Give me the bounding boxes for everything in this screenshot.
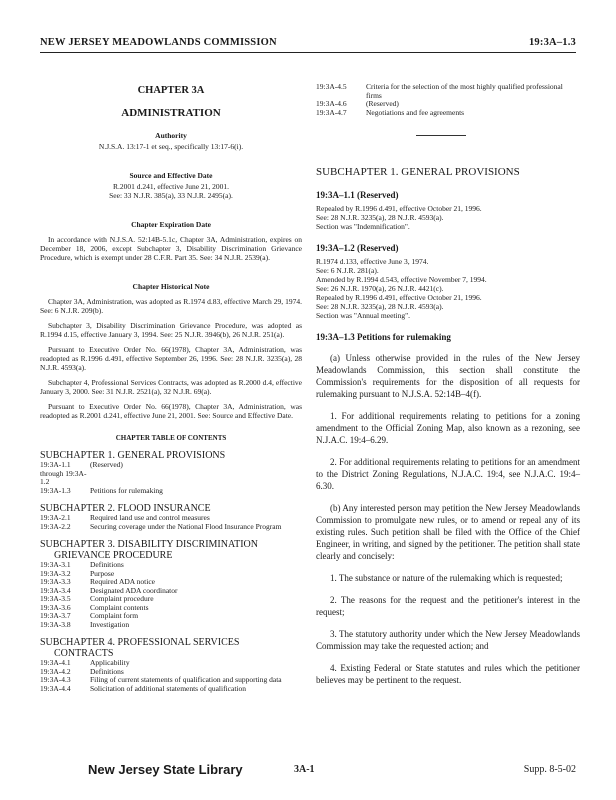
history-line: Repealed by R.1996 d.491, effective October 21, 1996. xyxy=(316,204,482,213)
toc-section-title: Purpose xyxy=(90,568,115,578)
supplement-date: Supp. 8-5-02 xyxy=(523,764,576,775)
toc-section-title: Solicitation of additional statements of qualification xyxy=(90,683,247,693)
toc-section-number: 19:3A-4.4 xyxy=(40,683,71,693)
toc-section-title: Filing of current statements of qualification and supporting data xyxy=(90,675,282,684)
history-line: Amended by R.1994 d.543, effective November 7, 1994. xyxy=(316,275,487,284)
toc-row xyxy=(40,487,302,496)
toc-section-number: 19:3A-3.8 xyxy=(40,619,71,629)
toc-section-number: 19:3A-4.7 xyxy=(316,107,347,117)
toc-subchapter-line: CONTRACTS xyxy=(54,648,114,659)
header-title: NEW JERSEY MEADOWLANDS COMMISSION xyxy=(40,37,277,48)
history-line: Section was "Indemnification". xyxy=(316,222,410,231)
toc-section-title: Definitions xyxy=(90,666,124,676)
toc-continuation xyxy=(316,83,580,117)
toc-section-number: 19:3A-3.6 xyxy=(40,602,71,612)
toc-section-number: 19:3A-2.1 xyxy=(40,513,71,522)
toc-section-number: 19:3A-3.1 xyxy=(40,560,71,569)
toc-section-title: Required ADA notice xyxy=(90,577,155,586)
history-line: Repealed by R.1996 d.491, effective October 21, 1996. xyxy=(316,293,482,302)
toc-row xyxy=(40,612,302,621)
history-paragraph: Subchapter 4, Professional Services Contracts, was adopted as R.2000 d.4, effective January 3, 2000. See: 31 N.J.R. 2521(a), 32 N.J.R. 69(a). xyxy=(40,378,302,396)
toc-subchapter-line: SUBCHAPTER 4. PROFESSIONAL SERVICES xyxy=(40,637,240,648)
toc-section-number: 19:3A-4.1 xyxy=(40,658,71,667)
toc-section-title: (Reserved) xyxy=(90,460,123,469)
footer xyxy=(40,762,576,782)
toc-row xyxy=(40,685,302,694)
toc-row xyxy=(316,83,580,100)
toc-row xyxy=(40,523,302,532)
toc-row xyxy=(40,595,302,604)
authority-text: N.J.S.A. 13:17-1 et seq., specifically 13:17-6(i). xyxy=(98,142,244,151)
toc-section-number: 19:3A-3.5 xyxy=(40,594,71,603)
left-column xyxy=(40,80,302,693)
header-section: 19:3A–1.3 xyxy=(528,37,576,48)
toc-subchapter-line: GRIEVANCE PROCEDURE xyxy=(54,550,173,561)
body-paragraph: 2. The reasons for the request and the petitioner's interest in the request; xyxy=(316,595,580,617)
toc-section-title: Negotiations and fee agreements xyxy=(366,107,465,117)
toc-section-number: 19:3A-4.6 xyxy=(316,99,347,108)
body-paragraph: 2. For additional requirements relating to petitions for an amendment to the District Zoning Regulations, N.J.A.C. 19:4, see N.J.A.C. 19:4–6.30. xyxy=(316,457,580,491)
library-stamp: New Jersey State Library xyxy=(88,762,243,777)
toc-section-title: Required land use and control measures xyxy=(90,513,210,522)
section-history xyxy=(316,204,580,231)
expiration-heading: Chapter Expiration Date xyxy=(131,220,211,229)
toc-row xyxy=(40,461,302,487)
toc-section-number: 19:3A-1.1 through 19:3A-1.2 xyxy=(40,460,87,486)
body-paragraph: 1. The substance or nature of the rulemaking which is requested; xyxy=(330,573,563,583)
toc-row xyxy=(40,561,302,570)
history-line: Section was "Annual meeting". xyxy=(316,311,411,320)
toc-section-title: Petitions for rulemaking xyxy=(90,485,163,495)
toc-section-title: Investigation xyxy=(90,619,130,629)
section-history xyxy=(316,257,580,320)
toc-subchapter-line: SUBCHAPTER 1. GENERAL PROVISIONS xyxy=(40,450,226,461)
toc-section-number: 19:3A-3.4 xyxy=(40,585,71,595)
page-number: 3A-1 xyxy=(294,764,315,775)
body-paragraph: 4. Existing Federal or State statutes and rules which the petitioner believes may be pertinent to the request. xyxy=(316,663,580,685)
toc-section-number: 19:3A-3.3 xyxy=(40,577,71,586)
toc-subchapter-line: SUBCHAPTER 2. FLOOD INSURANCE xyxy=(40,503,211,514)
history-line: See: 28 N.J.R. 3235(a), 28 N.J.R. 4593(a). xyxy=(316,302,444,311)
right-column xyxy=(316,83,580,686)
source-line: See: 33 N.J.R. 385(a), 33 N.J.R. 2495(a). xyxy=(109,191,233,200)
history-paragraph: Pursuant to Executive Order No. 66(1978), Chapter 3A, Administration, was readopted as R.1996 d.491, effective September 26, 1996. See: 28 N.J.R. 3235(a), 28 N.J.R. 4593(a). xyxy=(40,345,302,372)
toc-section-title: Complaint procedure xyxy=(90,594,154,603)
section-heading: 19:3A–1.1 (Reserved) xyxy=(316,190,399,200)
history-paragraph: Subchapter 3, Disability Discrimination Grievance Procedure, was adopted as R.1994 d.15, effective January 3, 1994. See: 25 N.J.R. 3946(b), 26 N.J.R. 251(a). xyxy=(40,321,302,339)
toc-section-number: 19:3A-3.7 xyxy=(40,611,71,620)
toc-section-title: (Reserved) xyxy=(366,99,399,108)
toc-section-number: 19:3A-1.3 xyxy=(40,485,71,495)
section-heading: 19:3A–1.2 (Reserved) xyxy=(316,243,399,253)
running-header xyxy=(40,36,576,53)
toc-section-number: 19:3A-3.2 xyxy=(40,568,71,578)
toc-row xyxy=(40,604,302,613)
toc-subchapter-title xyxy=(40,637,302,659)
toc-row xyxy=(40,587,302,596)
toc-subchapter-line: SUBCHAPTER 3. DISABILITY DISCRIMINATION xyxy=(40,539,258,550)
toc-section-title: Definitions xyxy=(90,560,124,569)
history-heading: Chapter Historical Note xyxy=(132,282,210,291)
history-line: R.1974 d.133, effective June 3, 1974. xyxy=(316,257,429,266)
body-paragraph: 1. For additional requirements relating to petitions for a zoning amendment to the Official Zoning Map, also known as a rezoning, see N.J.A.C. 19:4–6.29. xyxy=(316,411,580,445)
toc-section-title: Securing coverage under the National Flood Insurance Program xyxy=(90,521,282,531)
toc-row xyxy=(40,570,302,579)
toc-section-number: 19:3A-2.2 xyxy=(40,521,71,531)
body-paragraph: 3. The statutory authority under which the New Jersey Meadowlands Commission may take the requested action; and xyxy=(316,629,580,651)
toc-section-title: Complaint form xyxy=(90,611,139,620)
history-paragraph: Pursuant to Executive Order No. 66(1978), Chapter 3A, Administration, was readopted as R.2001 d.241, effective June 21, 2001. See: Source and Effective Date. xyxy=(40,402,302,420)
source-heading: Source and Effective Date xyxy=(129,171,213,180)
divider xyxy=(416,135,466,136)
history-line: See: 6 N.J.R. 281(a). xyxy=(316,266,379,275)
toc-row xyxy=(40,659,302,668)
toc-row xyxy=(40,621,302,630)
toc-heading: CHAPTER TABLE OF CONTENTS xyxy=(115,434,227,442)
toc-section-title: Complaint contents xyxy=(90,602,149,612)
history-line: See: 28 N.J.R. 3235(a), 28 N.J.R. 4593(a). xyxy=(316,213,444,222)
toc-section-title: Applicability xyxy=(90,658,130,667)
toc-row xyxy=(316,109,580,118)
toc-section-number: 19:3A-4.2 xyxy=(40,666,71,676)
toc-section-title: Designated ADA coordinator xyxy=(90,585,178,595)
subchapter-heading: SUBCHAPTER 1. GENERAL PROVISIONS xyxy=(316,166,520,178)
section-heading: 19:3A–1.3 Petitions for rulemaking xyxy=(316,332,451,342)
body-paragraph: (a) Unless otherwise provided in the rules of the New Jersey Meadowlands Commission, this section shall constitute the Commission's requirements for the disposition of all requests for rulemaking pursuant to N.J.S.A. 52:14B–4(f). xyxy=(316,353,580,399)
toc-subchapter-title xyxy=(40,450,302,461)
history-paragraph: Chapter 3A, Administration, was adopted as R.1974 d.83, effective March 29, 1974. See: 6 N.J.R. 209(b). xyxy=(40,297,302,315)
table-of-contents xyxy=(40,450,302,693)
chapter-title: ADMINISTRATION xyxy=(121,107,221,119)
toc-section-number: 19:3A-4.5 xyxy=(316,82,347,91)
history-line: See: 26 N.J.R. 1970(a), 26 N.J.R. 4421(c). xyxy=(316,284,444,293)
section-body xyxy=(316,352,580,686)
toc-section-number: 19:3A-4.3 xyxy=(40,675,71,684)
source-line: R.2001 d.241, effective June 21, 2001. xyxy=(112,182,230,191)
toc-section-title: Criteria for the selection of the most highly qualified professional firms xyxy=(366,82,563,100)
body-paragraph: (b) Any interested person may petition the New Jersey Meadowlands Commission to promulgate new rules, or to amend or repeal any of its existing rules. Such petition shall be filed with the Office of the Chief Engineer, in writing, and signed by the petitioner. The petition shall state clearly and concisely: xyxy=(316,503,580,561)
toc-subchapter-title xyxy=(40,539,302,561)
chapter-number: CHAPTER 3A xyxy=(137,85,205,96)
expiration-text: In accordance with N.J.S.A. 52:14B-5.1c, Chapter 3A, Administration, expires on December 18, 2006, except Subchapter 3, Disability Discrimination Grievance Procedure, which is exempt under 28 C.F.R. Part 35. See: 34 N.J.R. 2539(a). xyxy=(40,235,302,262)
authority-heading: Authority xyxy=(155,131,187,140)
